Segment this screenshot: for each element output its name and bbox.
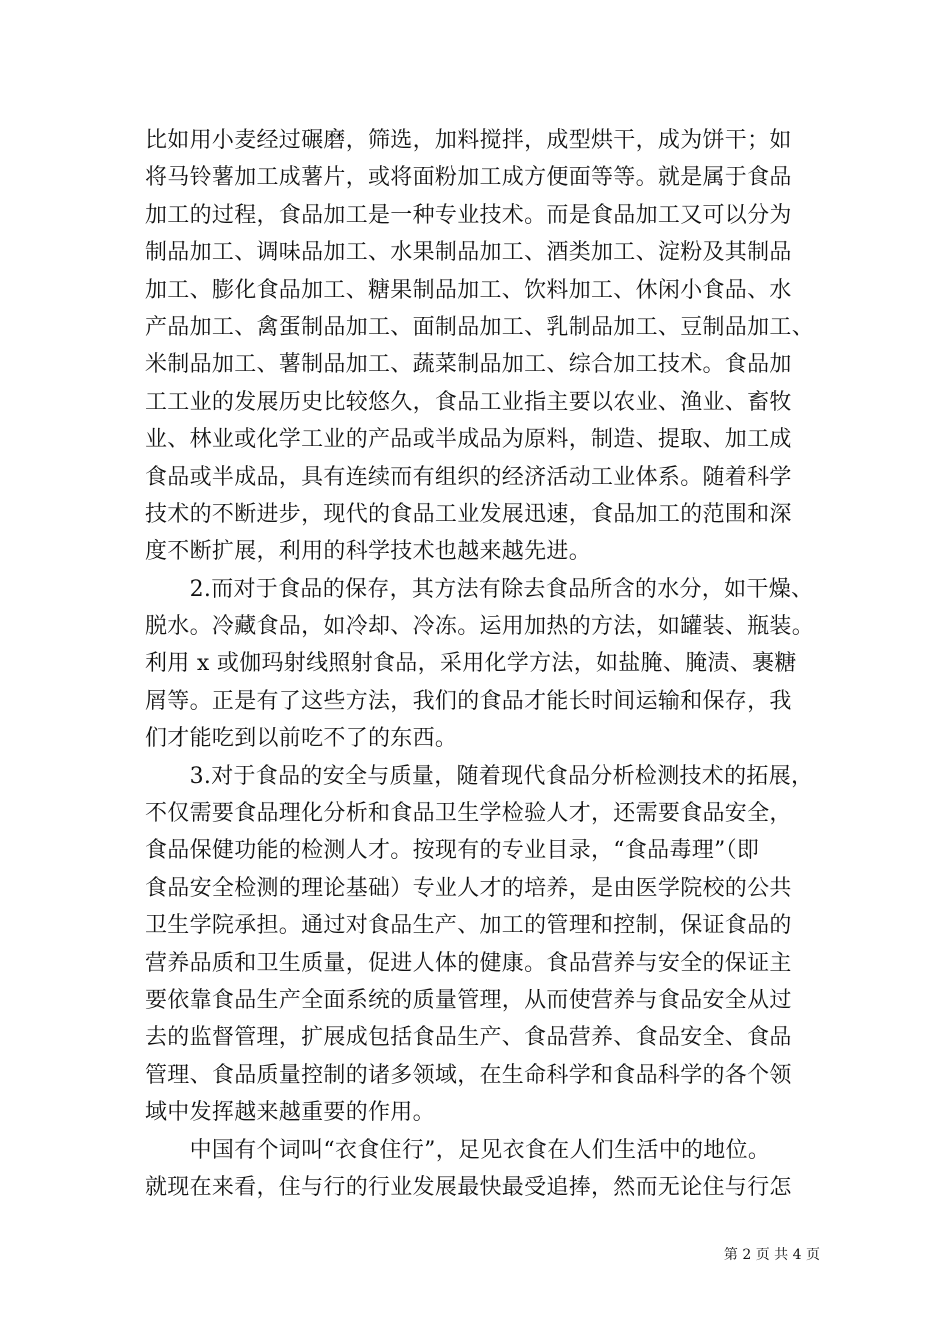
- text-line: 们才能吃到以前吃不了的东西。: [145, 726, 458, 752]
- text-line: 将马铃薯加工成薯片，或将面粉加工成方便面等等。就是属于食品: [145, 165, 792, 191]
- text-line: 2.而对于食品的保存，其方法有除去食品所含的水分，如干燥、: [145, 576, 814, 602]
- text-line: 米制品加工、薯制品加工、蔬菜制品加工、综合加工技术。食品加: [145, 352, 792, 378]
- text-line: 脱水。冷藏食品，如冷却、冷冻。运用加热的方法，如罐装、瓶装。: [145, 614, 815, 640]
- text-line: 制品加工、调味品加工、水果制品加工、酒类加工、淀粉及其制品: [145, 240, 792, 266]
- text-line: 不仅需要食品理化分析和食品卫生学检验人才，还需要食品安全，: [145, 801, 792, 827]
- text-line: 卫生学院承担。通过对食品生产、加工的管理和控制，保证食品的: [145, 913, 792, 939]
- text-line: 产品加工、禽蛋制品加工、面制品加工、乳制品加工、豆制品加工、: [145, 314, 815, 340]
- text-line: 加工、膨化食品加工、糖果制品加工、饮料加工、休闲小食品、水: [145, 277, 792, 303]
- text-line: 3.对于食品的安全与质量，随着现代食品分析检测技术的拓展，: [145, 763, 814, 789]
- text-line: 度不断扩展，利用的科学技术也越来越先进。: [145, 539, 592, 565]
- text-line: 利用 x 或伽玛射线照射食品，采用化学方法，如盐腌、腌渍、裹糖: [145, 651, 797, 677]
- text-line: 就现在来看，住与行的行业发展最快最受追捧，然而无论住与行怎: [145, 1174, 792, 1200]
- text-line: 要依靠食品生产全面系统的质量管理，从而使营养与食品安全从过: [145, 987, 792, 1013]
- text-line: 技术的不断进步，现代的食品工业发展迅速，食品加工的范围和深: [145, 501, 792, 527]
- text-line: 去的监督管理，扩展成包括食品生产、食品营养、食品安全、食品: [145, 1025, 792, 1051]
- text-line: 管理、食品质量控制的诸多领域，在生命科学和食品科学的各个领: [145, 1062, 792, 1088]
- text-line: 食品安全检测的理论基础）专业人才的培养，是由医学院校的公共: [145, 875, 792, 901]
- text-line: 业、林业或化学工业的产品或半成品为原料，制造、提取、加工成: [145, 427, 792, 453]
- text-line: 营养品质和卫生质量，促进人体的健康。食品营养与安全的保证主: [145, 950, 792, 976]
- page-number: 第 2 页 共 4 页: [723, 1247, 820, 1263]
- body-text: [145, 122, 823, 1206]
- text-line: 工工业的发展历史比较悠久，食品工业指主要以农业、渔业、畜牧: [145, 389, 792, 415]
- text-line: 食品或半成品，具有连续而有组织的经济活动工业体系。随着科学: [145, 464, 792, 490]
- text-line: 加工的过程，食品加工是一种专业技术。而是食品加工又可以分为: [145, 202, 792, 228]
- text-line: 屑等。正是有了这些方法，我们的食品才能长时间运输和保存，我: [145, 688, 792, 714]
- text-line: 食品保健功能的检测人才。按现有的专业目录，“食品毒理”（即: [145, 838, 760, 864]
- text-line: 中国有个词叫“衣食住行”，足见衣食在人们生活中的地位。: [145, 1137, 771, 1163]
- text-line: 比如用小麦经过碾磨，筛选，加料搅拌，成型烘干，成为饼干；如: [145, 128, 792, 153]
- text-line: 域中发挥越来越重要的作用。: [145, 1100, 435, 1126]
